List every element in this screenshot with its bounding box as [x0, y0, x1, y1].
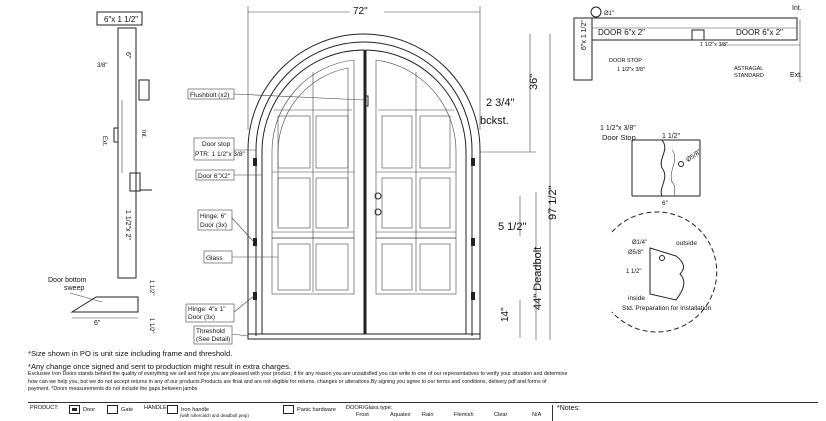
- dim-5-half: 5 1/2": [498, 221, 527, 233]
- bottom-dim-1: 1 1/2": [148, 280, 154, 296]
- door-stop-dia: Ø5/8": [685, 148, 703, 164]
- bolt-hole-icon: [591, 7, 601, 17]
- dim-36: 36": [528, 73, 540, 90]
- door-bottom-label: Door bottom: [48, 277, 87, 284]
- glass-rain: Rain: [422, 412, 434, 418]
- door-callout: Door 6"X2": [198, 173, 231, 180]
- door-stop-plan: DOOR STOP: [609, 58, 642, 64]
- gate-option: Gate: [121, 406, 134, 413]
- top-profile-label: 6"x 1 1/2": [104, 15, 139, 24]
- side-profile: 6"x 1 1/2": [581, 20, 588, 50]
- hinge-4-callout: Hinge: 4"x 1": [188, 306, 226, 313]
- plan-section: [574, 5, 802, 82]
- deadbolt-dim: 1 1/2": [626, 269, 642, 275]
- glass-flemish: Flemish: [454, 412, 474, 418]
- glass-frost: Frost: [356, 412, 369, 418]
- inside-label: inside: [628, 295, 645, 302]
- backset-word: bckst.: [480, 115, 509, 127]
- plan-sub-dim: 1 1/2"x 3/8": [700, 42, 729, 48]
- hinge-6-callout: Hinge: 6": [200, 213, 227, 220]
- outside-label: outside: [676, 240, 697, 247]
- dim-97: 97 1/2": [547, 185, 559, 220]
- door-stop-detail: [600, 125, 703, 207]
- glass-callout: Glass: [206, 255, 223, 262]
- glass-clear: Clear: [494, 412, 508, 418]
- glass-aquatex: Aquatex: [390, 412, 411, 418]
- standard-label: STANDARD: [734, 73, 764, 79]
- deadbolt-detail: [612, 212, 717, 332]
- door-right-profile: DOOR 6"x 2": [736, 28, 784, 37]
- handle-label: HANDLE: [144, 405, 167, 411]
- threshold-callout: Threshold: [196, 328, 225, 335]
- backset-dim: 2 3/4": [486, 97, 515, 109]
- door-elevation: [248, 4, 480, 339]
- width-dim: 72": [353, 6, 368, 17]
- ptr-callout: PTR: 1 1/2"x 3/8": [195, 151, 245, 158]
- bolt-hole-icon: [679, 162, 684, 167]
- fraction-label: 3/8": [97, 63, 108, 69]
- flushbolt-callout: Flushbolt (x2): [190, 92, 230, 99]
- dim-deadbolt: 44" Deadbolt: [532, 246, 544, 310]
- glass-na: N/A: [532, 412, 542, 418]
- iron-handle-option: Iron handle: [181, 406, 209, 413]
- iron-handle-checkbox[interactable]: [167, 405, 178, 414]
- tube-label: 1 1/2"x 2": [124, 210, 131, 240]
- deadbolt-d2: Ø5/8": [628, 250, 644, 256]
- hinge-6-count: Door (3x): [200, 222, 228, 229]
- note-changes: *Any change once signed and sent to production might result in extra charges.: [28, 362, 291, 371]
- panic-checkbox[interactable]: [283, 405, 294, 414]
- bolt-diameter: Ø1": [604, 11, 615, 17]
- bottom-dim-2: 1 1/2": [148, 318, 154, 334]
- deadbolt-d1: Ø1/4": [632, 240, 648, 246]
- door-stop-base-dim: 6": [662, 200, 668, 207]
- dim-14: 14": [500, 307, 511, 322]
- sweep-label: sweep: [64, 285, 85, 292]
- iron-handle-sub: (with rollercatch and deadbolt prep): [180, 413, 249, 418]
- glass-type-label: DOOR/Glass type:: [346, 405, 393, 411]
- latch-hole-icon: [660, 256, 665, 261]
- hinge-4-count: Door (3x): [188, 314, 216, 321]
- door-option: Door: [83, 406, 96, 413]
- door-left-profile: DOOR 6"x 2": [598, 28, 646, 37]
- door-checkbox[interactable]: [69, 405, 80, 414]
- door-stop-detail-title: Door Stop: [602, 133, 636, 142]
- order-form: [28, 402, 818, 421]
- note-size: *Size shown in PO is unit size including frame and threshold.: [28, 349, 233, 358]
- vertical-dimensions: [480, 34, 559, 340]
- threshold-see-detail: (See Detail): [196, 336, 231, 343]
- panic-option: Panic hardware: [297, 406, 336, 413]
- plan-interior: Int.: [792, 5, 802, 12]
- notes-label: *Notes:: [552, 405, 580, 421]
- side-profile-label: 6": [124, 52, 131, 59]
- astragal-label: ASTRAGAL: [734, 66, 764, 72]
- exterior-label: Ext.: [101, 136, 107, 147]
- door-stop-callout: Door stop: [202, 141, 231, 148]
- door-stop-plan-dim: 1 1/2"x 3/8": [617, 67, 646, 73]
- bottom-dim: 6": [94, 320, 101, 327]
- deadbolt-caption: Std. Preparation for Installation: [622, 305, 712, 312]
- interior-label: Int.: [140, 130, 146, 139]
- gate-checkbox[interactable]: [107, 405, 118, 414]
- door-stop-detail-dim: 1 1/2"x 3/8": [600, 125, 636, 132]
- terms-text: Exclusive Iron Doors stands behind the quality of everything we sell and hope you are pleased with your product, if for any reason you are unsatisfied you can write to one of our representatives to verify your situation and determine how can we help you, but we do not accept returns in any of our products.Products are final and are not eligible for returns, changes or alterations.By signing you agree to our terms and conditions, delivery pdf and forms of payment. *Doors measurements do not include the gaps between jambs: [28, 371, 568, 393]
- plan-exterior: Ext.: [790, 72, 803, 79]
- door-stop-detail-width: 1 1/2": [662, 133, 681, 140]
- product-label: PRODUCT:: [30, 405, 59, 411]
- left-jamb-section: [48, 12, 154, 333]
